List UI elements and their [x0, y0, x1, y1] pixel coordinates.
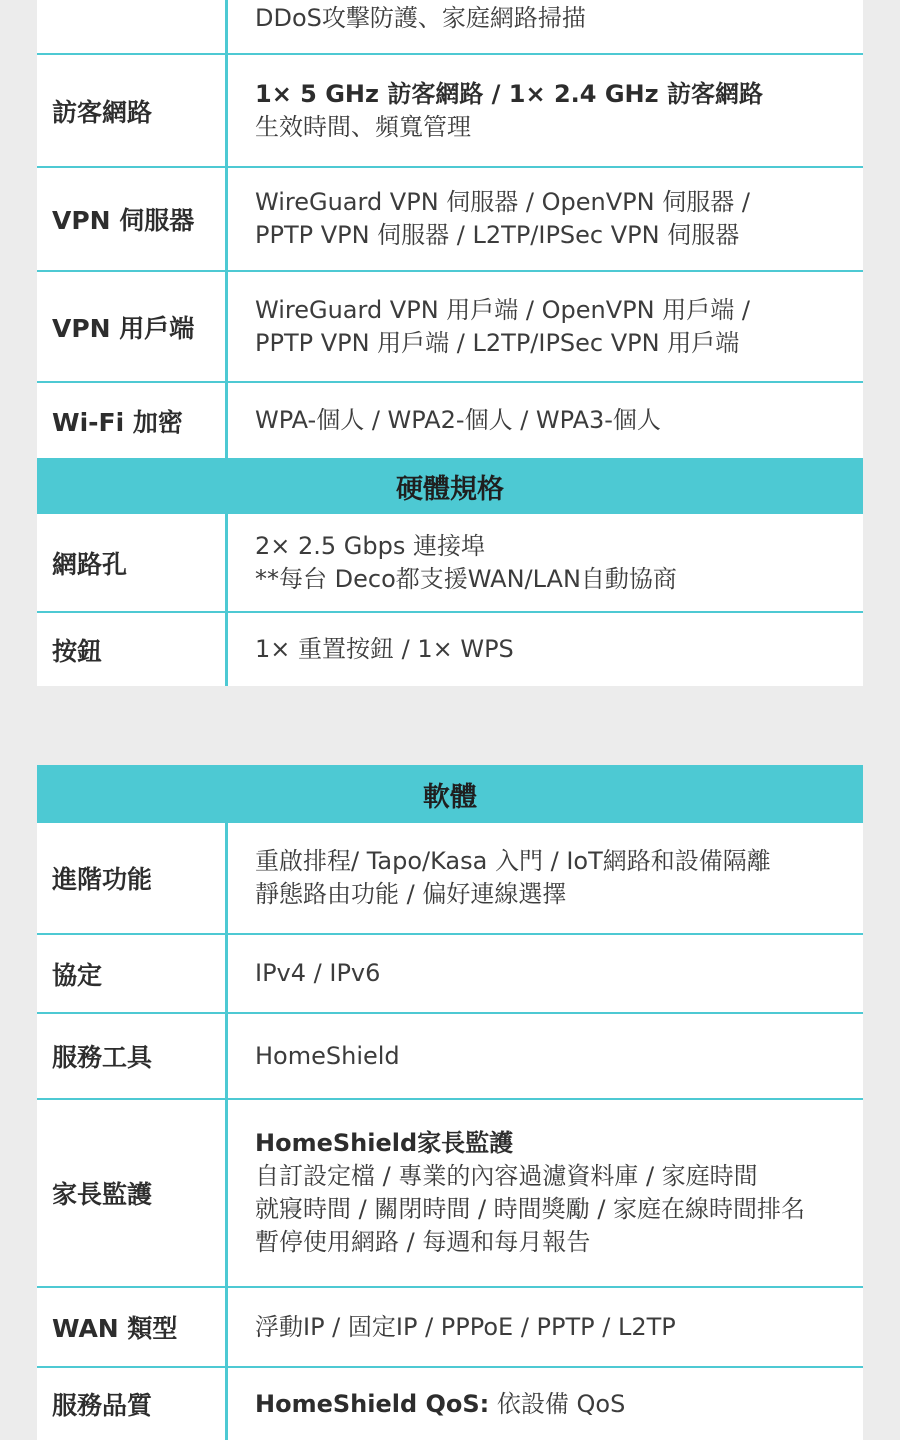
spec-label: 協定 [37, 935, 228, 1012]
spec-value [231, 613, 863, 686]
spec-value-line: PPTP VPN 伺服器 / L2TP/IPSec VPN 伺服器 [255, 221, 740, 249]
spec-value [231, 1368, 863, 1440]
spec-row-guest-network [37, 55, 863, 168]
spec-value [231, 514, 863, 611]
spec-value-line: 重啟排程/ Tapo/Kasa 入門 / IoT網路和設備隔離 [255, 847, 771, 875]
spec-label: VPN 用戶端 [37, 272, 228, 381]
spec-value [231, 272, 863, 381]
spec-label: Wi-Fi 加密 [37, 383, 228, 458]
spec-row-buttons [37, 613, 863, 686]
spec-value-bold-line: 1× 5 GHz 訪客網路 / 1× 2.4 GHz 訪客網路 [255, 79, 763, 108]
spec-value [231, 1014, 863, 1098]
spec-value [231, 0, 863, 53]
spec-row-service-tools [37, 1014, 863, 1100]
spec-table-software [37, 765, 863, 1440]
spec-label: 訪客網路 [37, 55, 228, 166]
spec-value-line: 2× 2.5 Gbps 連接埠 [255, 531, 486, 560]
spec-row-vpn-client [37, 272, 863, 383]
spec-value [231, 383, 863, 458]
spec-value-line: **每台 Deco都支援WAN/LAN自動協商 [255, 564, 677, 593]
spec-value-line: WireGuard VPN 伺服器 / OpenVPN 伺服器 / [255, 188, 750, 216]
spec-value-line: 就寢時間 / 關閉時間 / 時間獎勵 / 家庭在線時間排名 [255, 1195, 806, 1223]
spec-value-line: HomeShield [255, 1041, 400, 1070]
spec-row-qos [37, 1368, 863, 1440]
spec-row-wifi-encryption [37, 383, 863, 458]
spec-value-line: WPA-個人 / WPA2-個人 / WPA3-個人 [255, 406, 661, 434]
spec-value-line: 浮動IP / 固定IP / PPPoE / PPTP / L2TP [255, 1312, 676, 1341]
spec-value-line: 自訂設定檔 / 專業的內容過濾資料庫 / 家庭時間 [255, 1162, 758, 1190]
spec-value [231, 935, 863, 1012]
spec-value [231, 55, 863, 166]
spec-label: WAN 類型 [37, 1288, 228, 1366]
spec-row-wan-type [37, 1288, 863, 1368]
spec-value-line: WireGuard VPN 用戶端 / OpenVPN 用戶端 / [255, 295, 750, 324]
spec-value-line: 暫停使用網路 / 每週和每月報告 [255, 1228, 591, 1256]
spec-row-security [37, 0, 863, 55]
spec-value-line: 靜態路由功能 / 偏好連線選擇 [255, 880, 567, 908]
spec-label: 服務品質 [37, 1368, 228, 1440]
spec-row-ports [37, 514, 863, 613]
spec-value-line: IPv4 / IPv6 [255, 959, 381, 987]
spec-label: 網路孔 [37, 514, 228, 611]
spec-value-line [255, 1388, 863, 1421]
spec-label: 進階功能 [37, 823, 228, 933]
spec-value-line: 生效時間、頻寬管理 [255, 112, 471, 141]
spec-row-protocol [37, 935, 863, 1014]
spec-label: 家長監護 [37, 1100, 228, 1286]
spec-label: 服務工具 [37, 1014, 228, 1098]
qos-bold-prefix: HomeShield QoS: [255, 1389, 490, 1418]
section-header-software: 軟體 [37, 765, 863, 823]
spec-value-line: DDoS攻擊防護、家庭網路掃描 [255, 4, 586, 32]
spec-row-advanced-features [37, 823, 863, 935]
section-header-hardware: 硬體規格 [37, 458, 863, 514]
spec-value-bold-line: HomeShield家長監護 [255, 1129, 514, 1157]
spec-table-network [37, 0, 863, 686]
spec-value-line: PPTP VPN 用戶端 / L2TP/IPSec VPN 用戶端 [255, 328, 740, 357]
spec-label: VPN 伺服器 [37, 168, 228, 270]
spec-row-vpn-server [37, 168, 863, 272]
spec-value [231, 1100, 863, 1286]
spec-value [231, 168, 863, 270]
spec-value-line: 1× 重置按鈕 / 1× WPS [255, 635, 514, 663]
spec-label: 按鈕 [37, 613, 228, 686]
spec-row-parental-controls [37, 1100, 863, 1288]
spec-value [231, 1288, 863, 1366]
spec-value [231, 823, 863, 933]
qos-suffix: 依設備 QoS [489, 1389, 626, 1418]
spec-label [37, 0, 228, 53]
